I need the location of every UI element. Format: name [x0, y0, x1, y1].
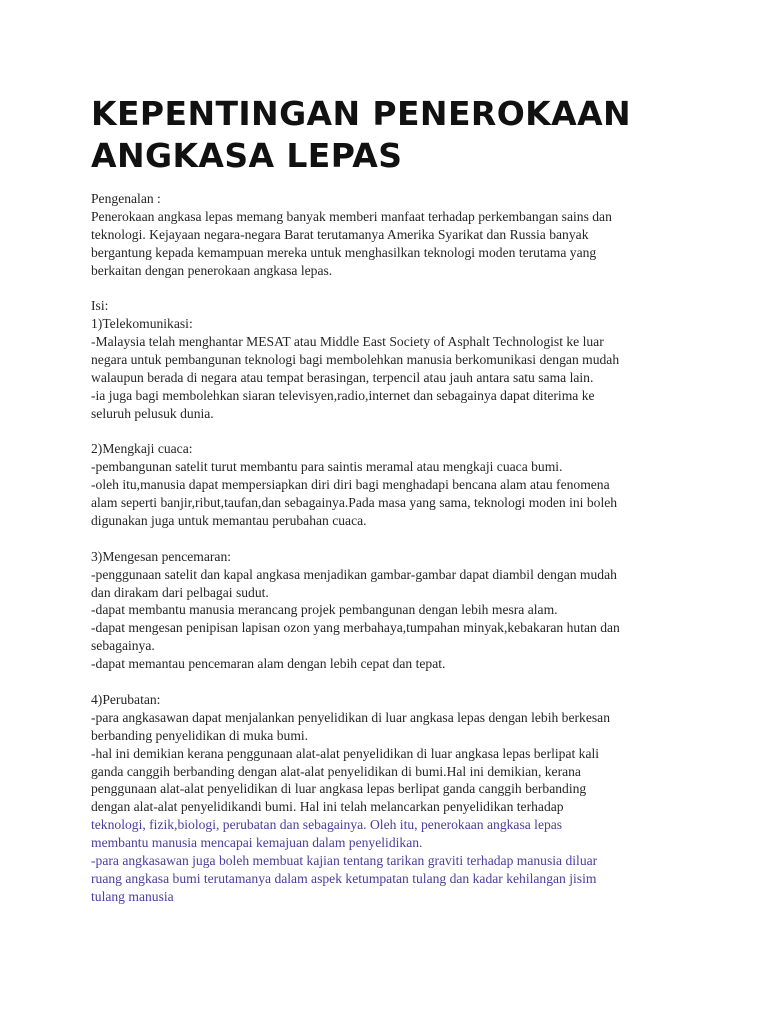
intro-heading: Pengenalan : [91, 191, 161, 206]
section-line: digunakan juga untuk memantau perubahan cuaca. [91, 513, 367, 529]
section-mengesan-pencemaran [91, 548, 701, 673]
section-line: -oleh itu,manusia dapat mempersiapkan diri diri bagi menghadapi bencana alam atau fenomena [91, 477, 610, 493]
section-line: seluruh pelusuk dunia. [91, 405, 214, 421]
intro-line: bergantung kepada kemampuan mereka untuk menghasilkan teknologi moden terutama yang [91, 244, 597, 260]
section-line-blue: tulang manusia [91, 888, 174, 904]
section-heading: 2)Mengkaji cuaca: [91, 441, 193, 457]
section-line: -para angkasawan dapat menjalankan penyelidikan di luar angkasa lepas dengan lebih berkesan [91, 709, 610, 725]
section-line: negara untuk pembangunan teknologi bagi membolehkan manusia berkomunikasi dengan mudah [91, 352, 620, 368]
section-line-blue: teknologi, fizik,biologi, perubatan dan sebagainya. Oleh itu, penerokaan angkasa lepas [91, 817, 563, 833]
section-heading: 1)Telekomunikasi: [91, 316, 193, 332]
section-mengkaji-cuaca [91, 440, 701, 529]
document-title [91, 93, 711, 177]
section-line: -pembangunan satelit turut membantu para saintis meramal atau mengkaji cuaca bumi. [91, 459, 563, 475]
section-heading: 4)Perubatan: [91, 691, 161, 707]
section-line-blue: ruang angkasa bumi terutamanya dalam aspek ketumpatan tulang dan kadar kehilangan jisim [91, 870, 597, 886]
section-line: alam seperti banjir,ribut,taufan,dan sebagainya.Pada masa yang sama, teknologi moden ini boleh [91, 495, 618, 511]
spacer [91, 279, 701, 297]
spacer [91, 673, 701, 691]
section-perubatan [91, 691, 701, 906]
isi-heading: Isi: [91, 298, 109, 314]
section-line: -dapat memantau pencemaran alam dengan lebih cepat dan tepat. [91, 656, 446, 672]
section-line: ganda canggih berbanding dengan alat-alat penyelidikan di bumi.Hal ini demikian, kerana [91, 763, 581, 779]
section-line: dan dirakam dari pelbagai sudut. [91, 584, 269, 600]
spacer [91, 530, 701, 548]
section-line: -ia juga bagi membolehkan siaran televisyen,radio,internet dan sebagainya dapat diterima ke [91, 387, 595, 403]
section-line: berbanding penyelidikan di muka bumi. [91, 727, 309, 743]
section-line: penggunaan alat-alat penyelidikan di luar angkasa lepas berlipat ganda canggih berbanding [91, 781, 587, 797]
section-line: -dapat mengesan penipisan lapisan ozon yang merbahaya,tumpahan minyak,kebakaran hutan dan [91, 620, 620, 636]
section-line: -hal ini demikian kerana penggunaan alat-alat penyelidikan di luar angkasa lepas berlipat kali [91, 745, 600, 761]
section-line: dengan alat-alat penyelidikandi bumi. Hal ini telah melancarkan penyelidikan terhadap [91, 799, 564, 815]
section-line: sebagainya. [91, 638, 155, 654]
section-line: -dapat membantu manusia merancang projek pembangunan dengan lebih mesra alam. [91, 602, 558, 618]
section-line-blue: -para angkasawan juga boleh membuat kajian tentang tarikan graviti terhadap manusia diluar [91, 852, 598, 868]
document-body [91, 190, 701, 906]
section-line: walaupun berada di negara atau tempat berasingan, terpencil atau jauh antara satu sama lain. [91, 369, 594, 385]
section-line: -penggunaan satelit dan kapal angkasa menjadikan gambar-gambar dapat diambil dengan mudah [91, 566, 617, 582]
spacer [91, 423, 701, 441]
intro-section [91, 190, 701, 279]
title-line: ANGKASA LEPAS [91, 136, 403, 175]
intro-line: teknologi. Kejayaan negara-negara Barat terutamanya Amerika Syarikat dan Russia banyak [91, 226, 589, 242]
intro-line: berkaitan dengan penerokaan angkasa lepas. [91, 262, 333, 278]
intro-line: Penerokaan angkasa lepas memang banyak memberi manfaat terhadap perkembangan sains dan [91, 208, 612, 224]
section-line: -Malaysia telah menghantar MESAT atau Middle East Society of Asphalt Technologist ke luar [91, 334, 604, 350]
section-line-blue: membantu manusia mencapai kemajuan dalam penyelidikan. [91, 835, 423, 851]
section-telekomunikasi [91, 315, 701, 422]
title-line: KEPENTINGAN PENEROKAAN [91, 94, 632, 133]
section-heading: 3)Mengesan pencemaran: [91, 548, 232, 564]
